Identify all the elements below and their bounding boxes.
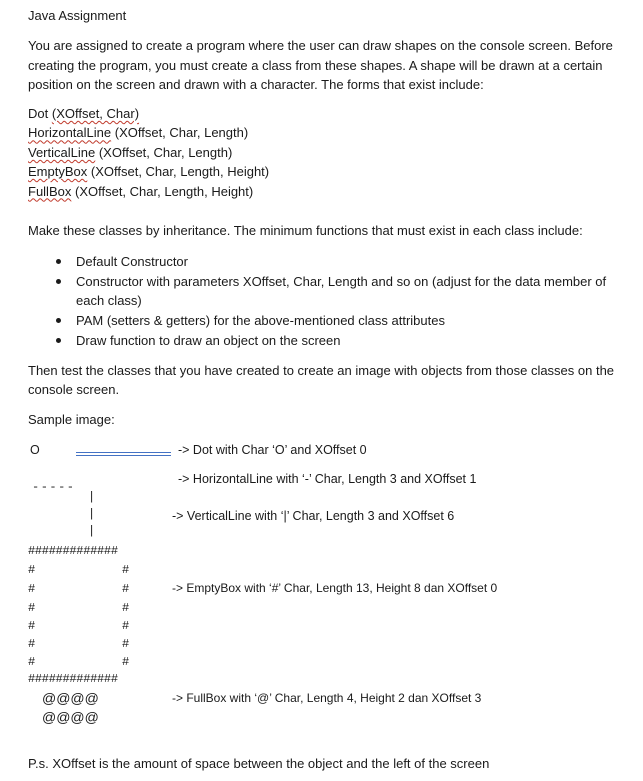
forms-list bbox=[28, 104, 269, 201]
box-side: # bbox=[122, 563, 130, 577]
bullet-icon bbox=[56, 279, 61, 284]
sample-label: Sample image: bbox=[28, 412, 115, 427]
box-side: # bbox=[28, 637, 36, 651]
bullet-icon bbox=[56, 318, 61, 323]
function-list bbox=[56, 252, 636, 351]
test-paragraph: Then test the classes that you have created to create an image with objects from those classes on the console screen. bbox=[28, 363, 615, 397]
box-top-row: ############# bbox=[28, 544, 118, 558]
box-side: # bbox=[28, 563, 36, 577]
box-side: # bbox=[122, 601, 130, 615]
form-item: FullBox (XOffset, Char, Length, Height) bbox=[28, 183, 254, 199]
vline-char: | bbox=[88, 524, 96, 538]
annotation-hline: -> HorizontalLine with ‘-’ Char, Length 3 and XOffset 1 bbox=[178, 472, 477, 486]
list-item: PAM (setters & getters) for the above-mentioned class attributes bbox=[56, 311, 636, 330]
inheritance-text: Make these classes by inheritance. The minimum functions that must exist in each class include: bbox=[28, 223, 583, 238]
box-side: # bbox=[122, 655, 130, 669]
box-side: # bbox=[28, 582, 36, 596]
annotation-fullbox: -> FullBox with ‘@’ Char, Length 4, Height 2 dan XOffset 3 bbox=[172, 691, 482, 705]
page-title: Java Assignment bbox=[28, 8, 127, 23]
bullet-icon bbox=[56, 259, 61, 264]
form-item: EmptyBox (XOffset, Char, Length, Height) bbox=[28, 164, 270, 180]
box-side: # bbox=[28, 619, 36, 633]
annotation-dot: -> Dot with Char ‘O’ and XOffset 0 bbox=[178, 443, 367, 457]
vline-char: | bbox=[88, 507, 96, 521]
list-item: Draw function to draw an object on the screen bbox=[56, 331, 636, 350]
form-item: Dot (XOffset, Char) bbox=[28, 106, 140, 121]
fullbox-row: @@@@ bbox=[42, 709, 99, 725]
bullet-icon bbox=[56, 338, 61, 343]
blue-line bbox=[76, 455, 171, 456]
list-item: Default Constructor bbox=[56, 252, 636, 271]
box-side: # bbox=[122, 619, 130, 633]
annotation-emptybox: -> EmptyBox with ‘#’ Char, Length 13, Height 8 dan XOffset 0 bbox=[172, 581, 498, 595]
intro-paragraph: You are assigned to create a program where the user can draw shapes on the console screen. Before creating the program, you must create a class from these shapes. A shape will be drawn at a certain position on the screen and drawn with a character. The forms that exist include: bbox=[28, 38, 613, 92]
box-side: # bbox=[28, 655, 36, 669]
box-side: # bbox=[122, 637, 130, 651]
list-item: Constructor with parameters XOffset, Char, Length and so on (adjust for the data member of each class) bbox=[56, 272, 636, 310]
dot-char: O bbox=[30, 443, 40, 457]
blue-line bbox=[76, 452, 171, 453]
form-item: VerticalLine (XOffset, Char, Length) bbox=[28, 144, 233, 160]
fullbox-row: @@@@ bbox=[42, 690, 99, 706]
hline-chars: ----- bbox=[32, 480, 76, 494]
annotation-vline: -> VerticalLine with ‘|’ Char, Length 3 and XOffset 6 bbox=[172, 509, 455, 523]
box-side: # bbox=[122, 582, 130, 596]
box-bottom-row: ############# bbox=[28, 672, 118, 686]
ps-note: P.s. XOffset is the amount of space between the object and the left of the screen bbox=[28, 756, 490, 771]
box-side: # bbox=[28, 601, 36, 615]
vline-char: | bbox=[88, 490, 96, 504]
form-item: HorizontalLine (XOffset, Char, Length) bbox=[28, 125, 249, 141]
